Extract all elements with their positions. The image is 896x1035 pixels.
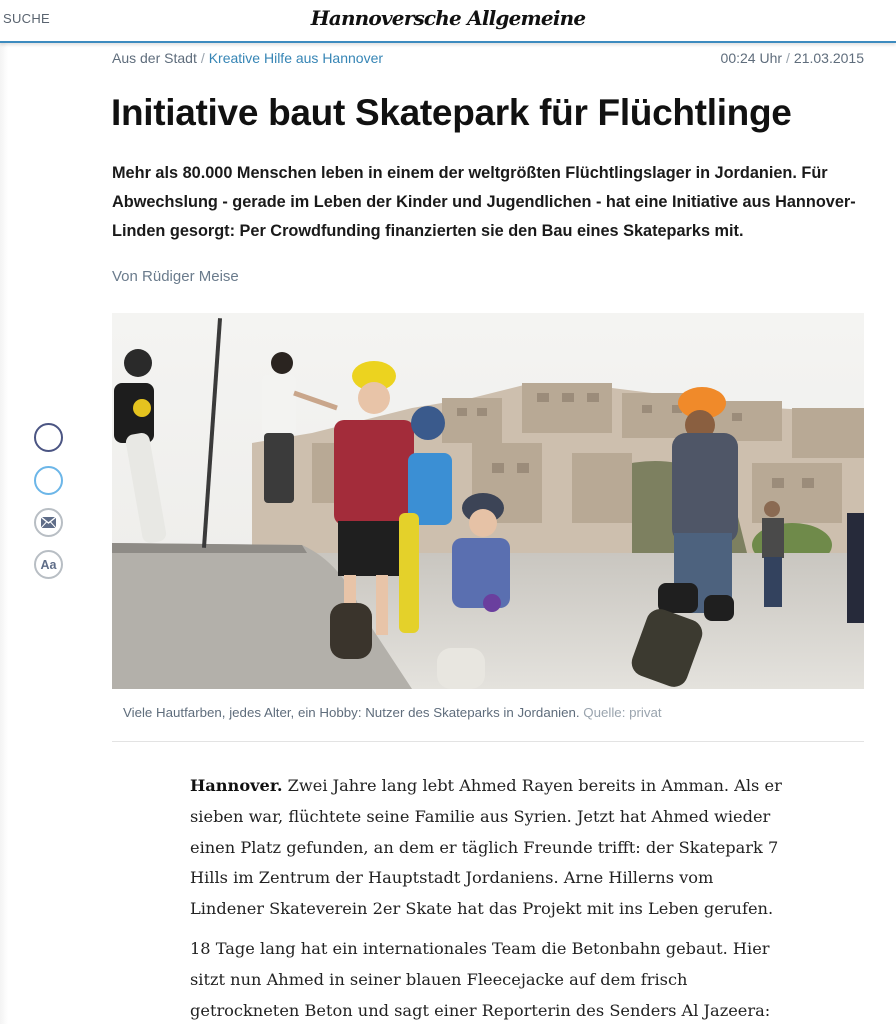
article-title: Initiative baut Skatepark für Flüchtlinge <box>111 92 792 133</box>
left-gutter <box>0 43 8 1024</box>
divider <box>112 741 864 742</box>
article-image[interactable] <box>112 313 864 689</box>
mail-icon <box>41 517 56 528</box>
breadcrumb <box>112 50 864 66</box>
skatepark-photo <box>112 313 864 689</box>
font-size-icon: Aa <box>40 557 57 572</box>
article-author[interactable]: Von Rüdiger Meise <box>112 268 239 285</box>
site-header <box>0 0 896 43</box>
image-caption <box>123 705 662 720</box>
email-share-button[interactable] <box>34 508 63 537</box>
breadcrumb-section[interactable]: Aus der Stadt <box>112 50 197 66</box>
facebook-share-button[interactable] <box>34 423 63 452</box>
publish-datetime: 00:24 Uhr / 21.03.2015 <box>720 50 864 66</box>
article-lead: Mehr als 80.000 Menschen leben in einem der weltgrößten Flüchtlingslager in Jordanien. Für Abwechslung - gerade im Leben der Kinder und Jugendlichen - hat eine Initiative aus Hannover-Linden gesorgt: Per Crowdfunding finanzierten sie den Bau eines Skateparks mit. <box>112 164 856 240</box>
font-size-button[interactable] <box>34 550 63 579</box>
caption-text: Viele Hautfarben, jedes Alter, ein Hobby: Nutzer des Skateparks in Jordanien. <box>123 705 580 720</box>
site-logo[interactable]: Hannoversche Allgemeine <box>310 6 586 30</box>
breadcrumb-separator: / <box>200 50 205 66</box>
article-body <box>190 771 790 1035</box>
publish-time: 00:24 Uhr <box>720 50 783 66</box>
article-paragraph: Hannover. Zwei Jahre lang lebt Ahmed Rayen bereits in Amman. Als er sieben war, flüchtete seine Familie aus Syrien. Jetzt hat Ahmed wieder einen Platz gefunden, an dem er täglich Freunde trifft: der Skatepark 7 Hills im Zentrum der Hauptstadt Jordaniens. Arne Hillerns vom Lindener Skateverein 2er Skate hat das Projekt mit ins Leben gerufen. <box>190 776 782 919</box>
article-paragraph: 18 Tage lang hat ein internationales Team die Betonbahn gebaut. Hier sitzt nun Ahmed in seiner blauen Fleecejacke auf dem frisch getrockneten Beton und sagt einer Reporterin des Senders Al Jazeera: <box>190 938 771 1020</box>
twitter-share-button[interactable] <box>34 466 63 495</box>
search-button[interactable]: SUCHE <box>3 11 51 26</box>
image-source: Quelle: privat <box>583 705 662 720</box>
publish-date: 21.03.2015 <box>793 50 864 66</box>
breadcrumb-topic-link[interactable]: Kreative Hilfe aus Hannover <box>208 50 384 66</box>
dateline: Hannover. <box>190 776 283 795</box>
